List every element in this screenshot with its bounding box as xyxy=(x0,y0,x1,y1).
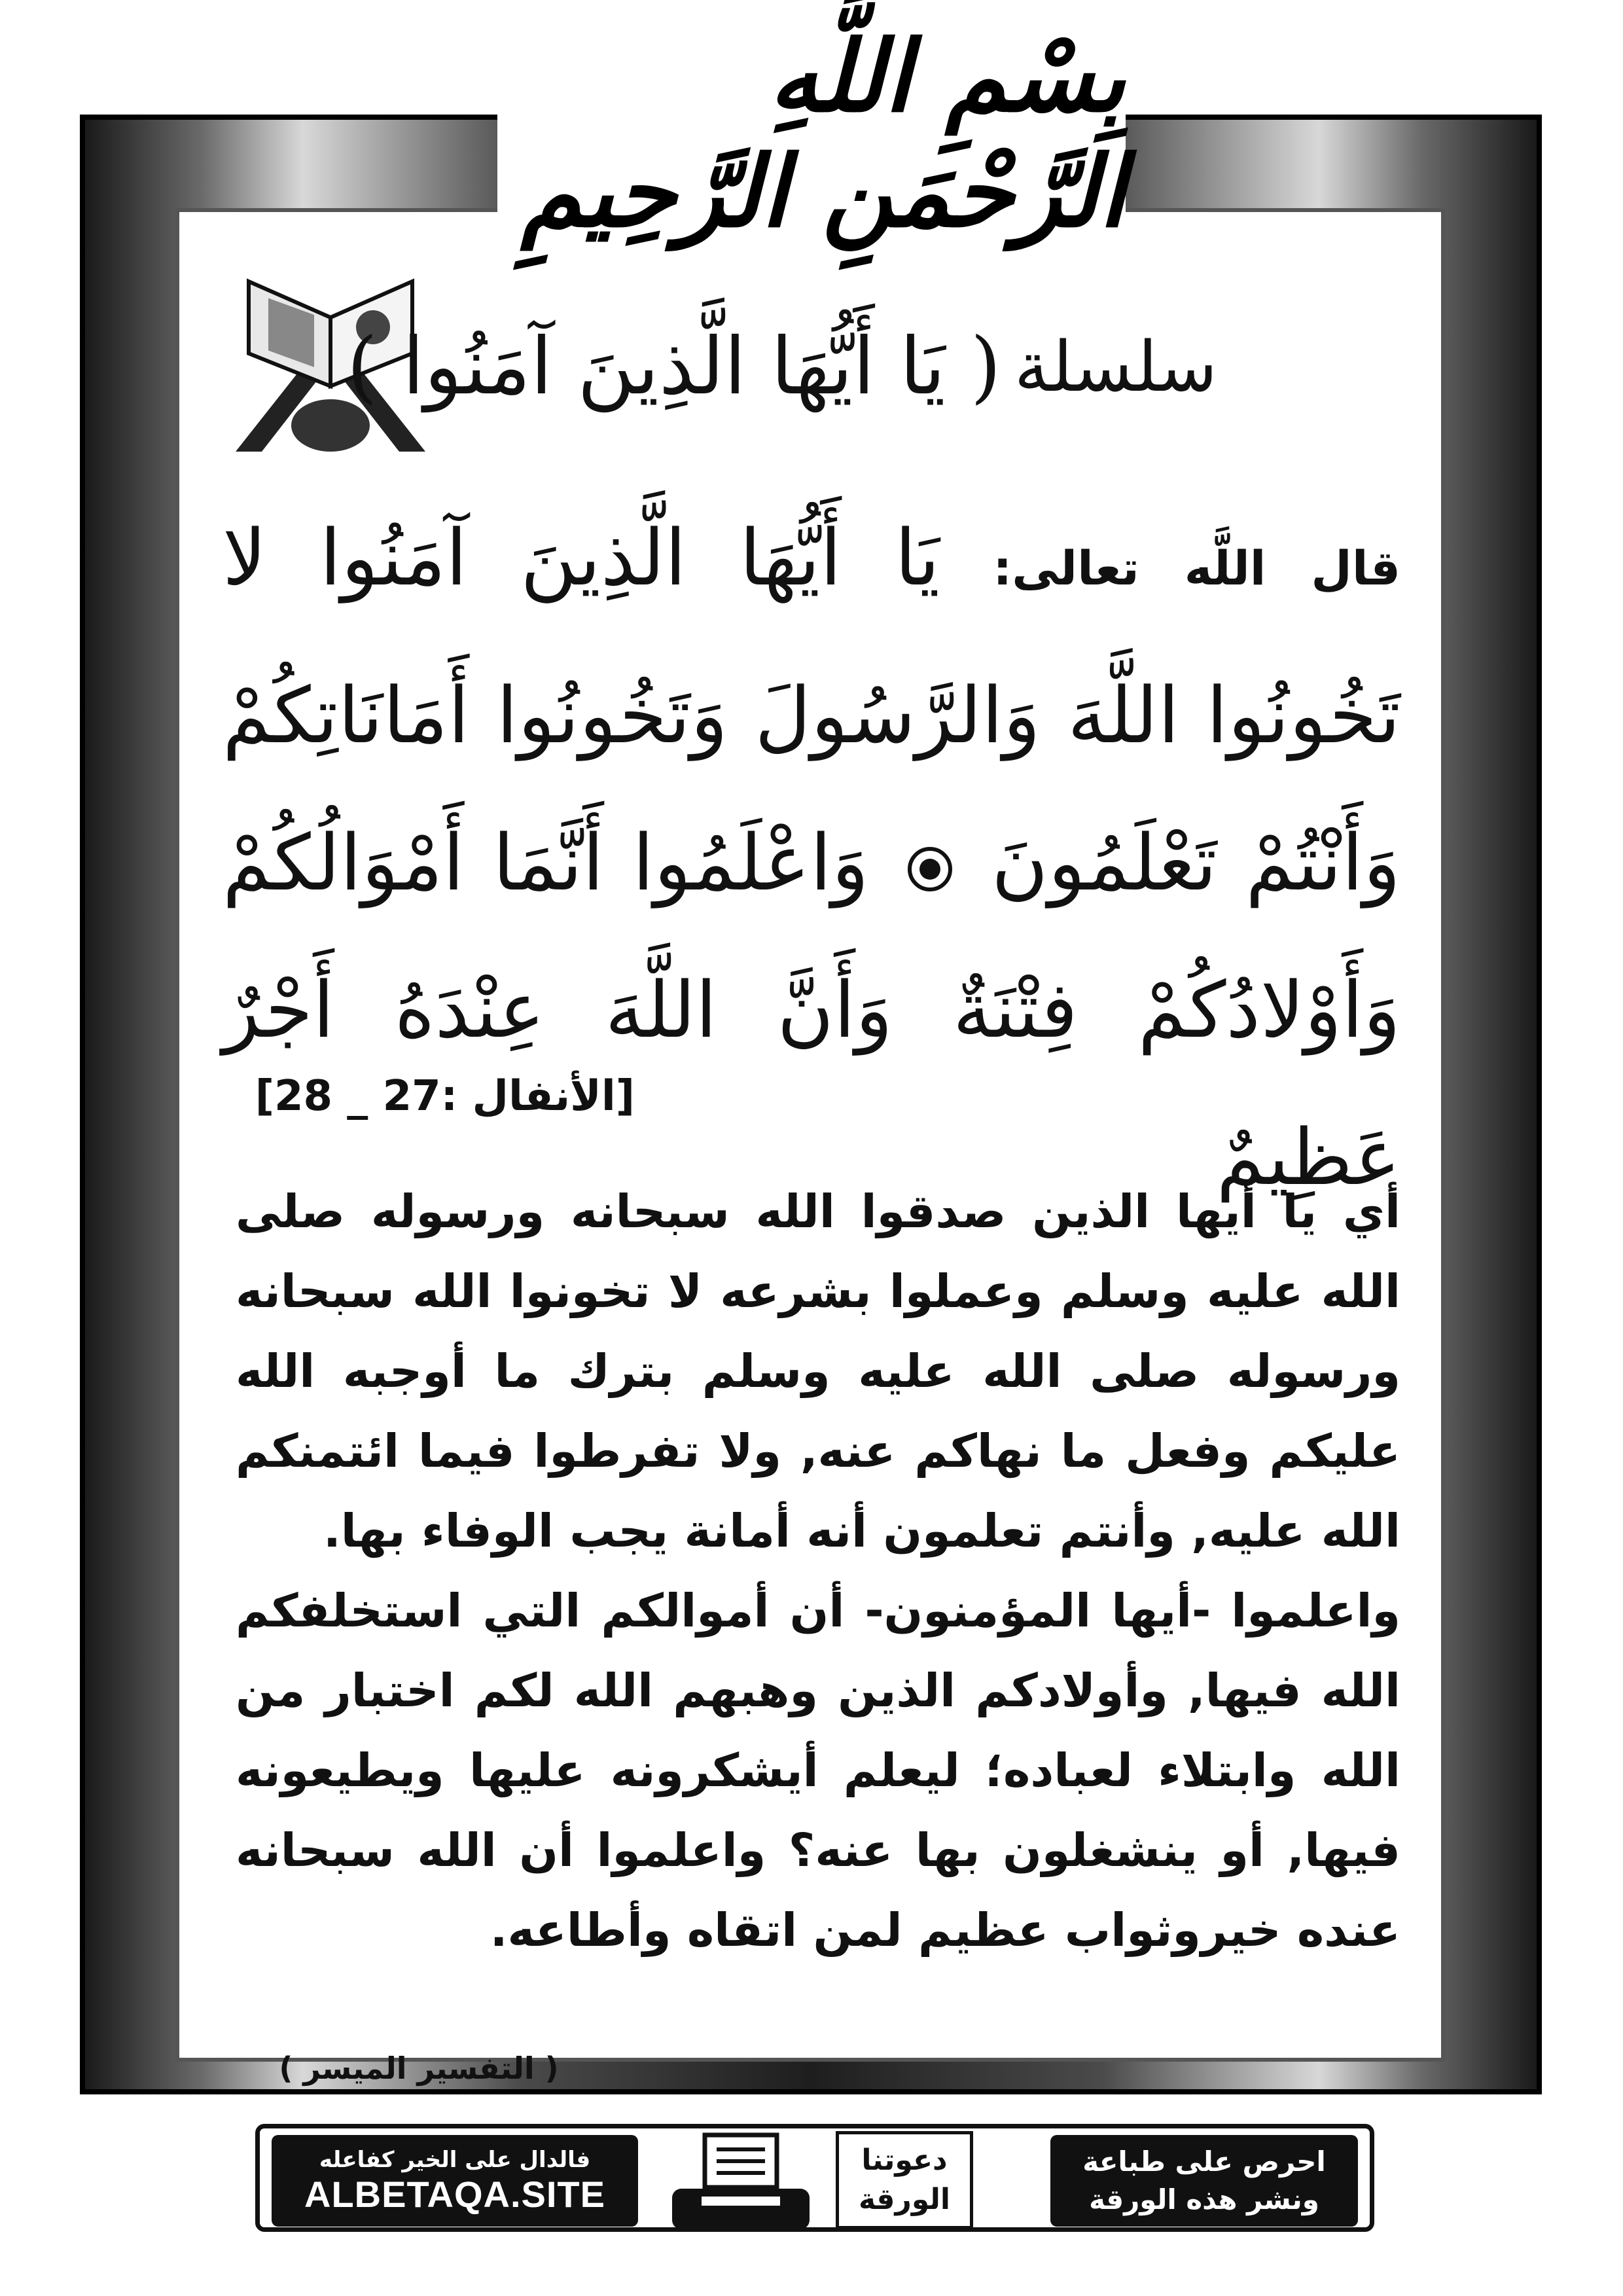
footer-print-box xyxy=(1050,2135,1358,2227)
verse-reference: [الأنفال :27 _ 28] xyxy=(255,1072,635,1121)
logo-line-1: دعوتنا xyxy=(861,2144,948,2177)
tafsir-text xyxy=(236,1172,1400,1970)
tafsir-paragraph-1: أي يا أيها الذين صدقوا الله سبحانه ورسوله صلى الله عليه وسلم وعملوا بشرعه لا تخونوا الله سبحانه ورسوله صلى الله عليه وسلم بترك ما أوجبه الله عليكم وفعل ما نهاكم عنه, ولا تفرطوا فيما ائتمنكم الله عليه, وأنتم تعلمون أنه أمانة يجب الوفاء بها. xyxy=(236,1185,1400,1558)
footer-website-box xyxy=(272,2135,638,2227)
verse-intro: قال اللَّه تعالى: xyxy=(993,541,1401,596)
printer-icon xyxy=(666,2131,816,2233)
basmala-calligraphy: بِسْمِ اللَّهِ الرَّحْمَنِ الرَّحِيمِ xyxy=(521,19,1126,249)
verse-part-2: وَاعْلَمُوا أَنَّمَا أَمْوَالُكُمْ وَأَوْلادُكُمْ فِتْنَةٌ وَأَنَّ اللَّهَ عِنْدَهُ أَجْرٌ عَظِيمٌ xyxy=(223,817,1400,1202)
dawatuna-logo xyxy=(836,2131,973,2229)
verse-part-1: يَا أَيُّهَا الَّذِينَ آمَنُوا لا تَخُونُوا اللَّهَ وَالرَّسُولَ وَتَخُونُوا أَمَانَاتِكُمْ وَأَنْتُمْ تَعْلَمُونَ xyxy=(223,512,1400,908)
series-label: سلسلة xyxy=(1014,326,1218,407)
footer-print-line-2: ونشر هذه الورقة xyxy=(1089,2183,1319,2215)
tafsir-paragraph-2: واعلموا -أيها المؤمنون- أن أموالكم التي استخلفكم الله فيها, وأولادكم الذين وهبهم الله لكم اختبار من الله وابتلاء لعباده؛ ليعلم أيشكرونه عليها ويطيعونه فيها, أو ينشغلون بها عنه؟ واعلموا أن الله سبحانه عنده خيروثواب عظيم لمن اتقاه وأطاعه. xyxy=(236,1584,1400,1957)
series-title: ( يَا أَيُّهَا الَّذِينَ آمَنُوا ) xyxy=(347,321,1001,412)
footer-saying: فالدال على الخير كفاعله xyxy=(319,2146,591,2173)
logo-line-2: الورقة xyxy=(859,2183,951,2216)
series-heading xyxy=(347,301,1361,432)
footer-website: ALBETAQA.SITE xyxy=(304,2173,605,2215)
footer-print-line-1: احرص على طباعة xyxy=(1082,2145,1326,2178)
footer-bar xyxy=(255,2124,1374,2232)
ayah-separator-icon xyxy=(908,847,952,891)
tafsir-source: ( التفسير الميسر ) xyxy=(279,2051,559,2086)
